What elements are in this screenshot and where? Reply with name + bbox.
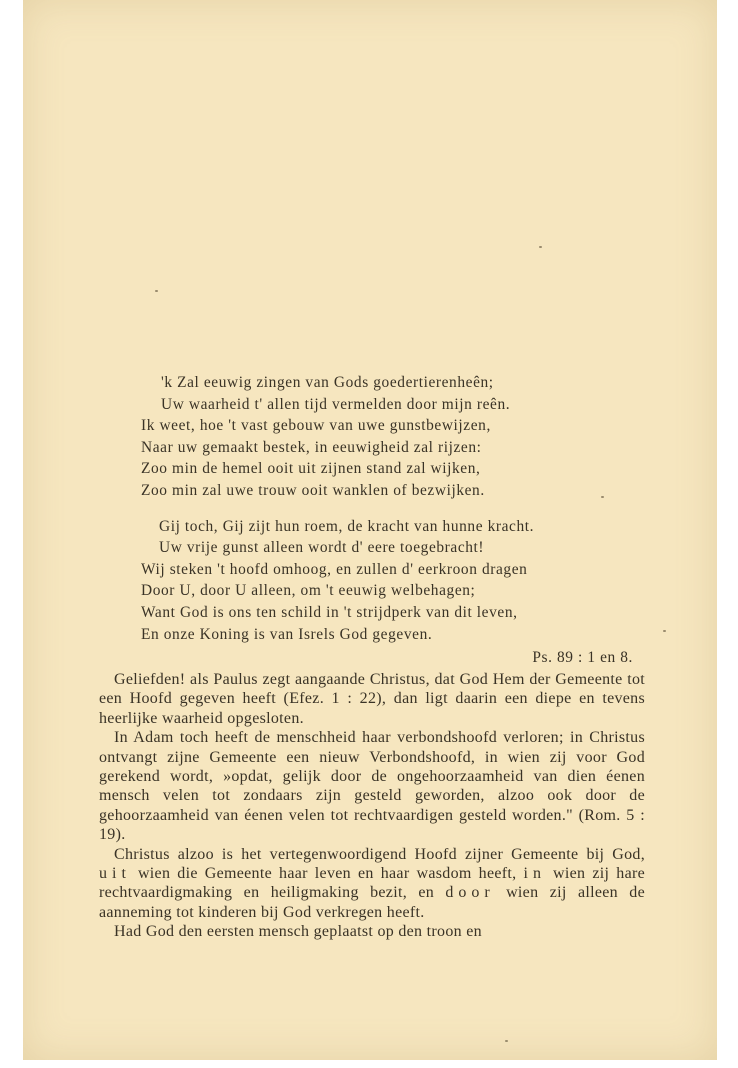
- paragraph: In Adam toch heeft de menschheid haar verbondshoofd verloren; in Christus ontvangt zijne Gemeente een nieuw Verbondshoofd, in wien zij voor God gerekend wordt, »opdat, gelijk door de ongehoorzaamheid van dien éenen mensch velen tot zondaars zijn gesteld geworden, alzoo ook door de gehoorzaamheid van éenen velen tot rechtvaardigen gesteld worden." (Rom. 5 : 19).: [99, 729, 645, 844]
- paragraph-segment: Christus alzoo is het vertegenwoordigend Hoofd zijner Gemeente bij God,: [114, 845, 645, 863]
- verse-line: En onze Koning is van Isrels God gegeven.: [141, 625, 433, 643]
- paragraph-segment: wien die Gemeente haar leven en haar wasdom heeft,: [137, 865, 517, 883]
- emphasis-word: uit: [99, 865, 131, 883]
- emphasis-word: in: [523, 865, 546, 883]
- paper-speck: [505, 1040, 508, 1042]
- verse-line: Zoo min zal uwe trouw ooit wanklen of bezwijken.: [141, 481, 485, 499]
- emphasis-word: door: [445, 884, 495, 902]
- paragraph-segment: wien zij alleen de aanneming tot kinderen bij God verkregen heeft.: [99, 884, 645, 921]
- verse-line: Wij steken 't hoofd omhoog, en zullen d' eerkroon dragen: [141, 560, 528, 578]
- paper-speck: [601, 496, 604, 498]
- paragraph: [99, 845, 645, 923]
- book-page: [23, 0, 717, 1060]
- paragraph: Geliefden! als Paulus zegt aangaande Christus, dat God Hem der Gemeente tot een Hoofd gegeven heeft (Efez. 1 : 22), dan ligt daarin een diepe en tevens heerlijke waarheid opgesloten.: [99, 671, 645, 727]
- verse-line: Want God is ons ten schild in 't strijdperk van dit leven,: [141, 603, 518, 621]
- sermon-text: [99, 670, 645, 942]
- stanza-1: [141, 372, 641, 502]
- verse-line: Uw vrije gunst alleen wordt d' eere toegebracht!: [159, 539, 485, 557]
- paper-speck: [663, 630, 666, 632]
- psalm-citation: Ps. 89 : 1 en 8.: [532, 649, 633, 667]
- verse-line: Door U, door U alleen, om 't eeuwig welbehagen;: [141, 582, 476, 600]
- verse-line: Uw waarheid t' allen tijd vermelden door mijn reên.: [161, 395, 511, 413]
- verse-line: Zoo min de hemel ooit uit zijnen stand zal wijken,: [141, 460, 481, 478]
- stanza-2: [141, 516, 641, 669]
- paragraph: Had God den eersten mensch geplaatst op den troon en: [114, 923, 482, 941]
- paragraph-segment: wien zij hare rechtvaardigmaking en heiligmaking bezit, en: [99, 865, 645, 902]
- paper-speck: [539, 246, 542, 248]
- verse-line: Naar uw gemaakt bestek, in eeuwigheid zal rijzen:: [141, 438, 482, 456]
- psalm-verse: [141, 372, 641, 669]
- paper-speck: [155, 290, 158, 292]
- verse-line: 'k Zal eeuwig zingen van Gods goedertierenheên;: [161, 374, 494, 391]
- verse-line: Gij toch, Gij zijt hun roem, de kracht van hunne kracht.: [159, 517, 535, 535]
- verse-line: Ik weet, hoe 't vast gebouw van uwe gunstbewijzen,: [141, 417, 491, 435]
